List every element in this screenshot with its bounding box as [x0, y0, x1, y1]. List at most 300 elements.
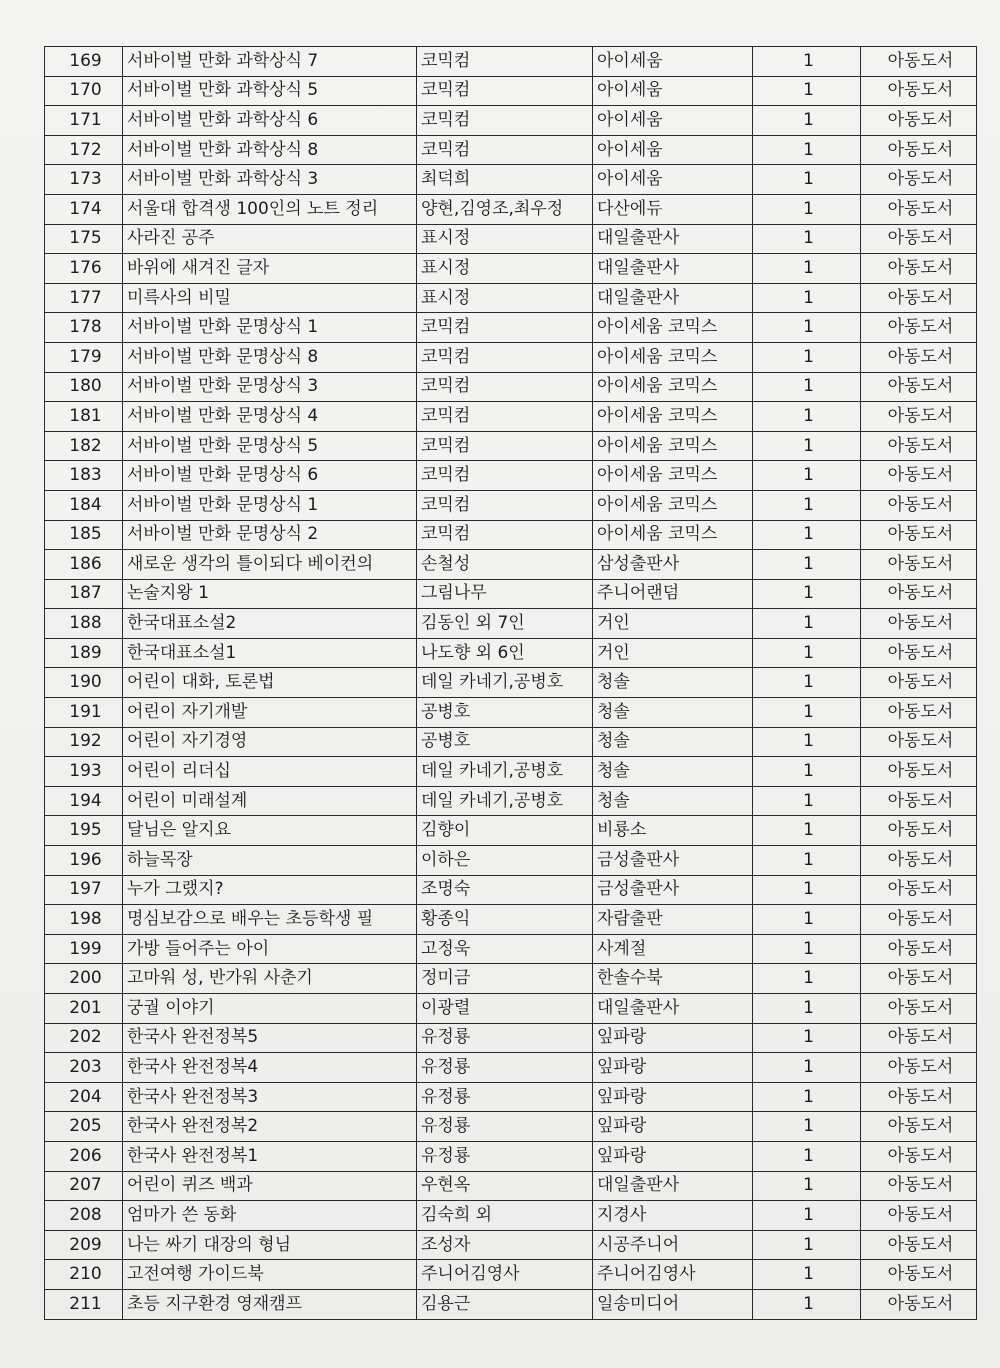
book-title: 가방 들어주는 아이 [123, 934, 417, 964]
table-row [45, 609, 977, 639]
book-quantity: 1 [753, 342, 861, 372]
book-author: 코믹컴 [417, 47, 593, 77]
book-author: 코믹컴 [417, 490, 593, 520]
book-quantity: 1 [753, 934, 861, 964]
table-row [45, 668, 977, 698]
book-author: 데일 카네기,공병호 [417, 786, 593, 816]
book-title: 누가 그랬지? [123, 875, 417, 905]
row-number: 179 [45, 342, 123, 372]
book-quantity: 1 [753, 1230, 861, 1260]
row-number: 205 [45, 1112, 123, 1142]
book-quantity: 1 [753, 994, 861, 1024]
book-publisher: 금성출판사 [593, 846, 753, 876]
table-row [45, 1053, 977, 1083]
book-publisher: 아이세움 [593, 165, 753, 195]
book-category: 아동도서 [861, 194, 977, 224]
book-author: 코믹컴 [417, 76, 593, 106]
book-category: 아동도서 [861, 875, 977, 905]
table-row [45, 1230, 977, 1260]
book-publisher: 사계절 [593, 934, 753, 964]
book-quantity: 1 [753, 165, 861, 195]
book-quantity: 1 [753, 224, 861, 254]
table-row [45, 816, 977, 846]
book-category: 아동도서 [861, 431, 977, 461]
book-publisher: 대일출판사 [593, 994, 753, 1024]
book-author: 코믹컴 [417, 313, 593, 343]
row-number: 174 [45, 194, 123, 224]
book-publisher: 청솔 [593, 698, 753, 728]
book-title: 한국대표소설2 [123, 609, 417, 639]
book-publisher: 잎파랑 [593, 1053, 753, 1083]
row-number: 193 [45, 757, 123, 787]
book-author: 코믹컴 [417, 135, 593, 165]
book-publisher: 잎파랑 [593, 1023, 753, 1053]
book-category: 아동도서 [861, 283, 977, 313]
book-category: 아동도서 [861, 1201, 977, 1231]
table-row [45, 165, 977, 195]
book-title: 새로운 생각의 틀이되다 베이컨의 [123, 550, 417, 580]
book-author: 주니어김영사 [417, 1260, 593, 1290]
row-number: 207 [45, 1171, 123, 1201]
book-publisher: 대일출판사 [593, 254, 753, 284]
book-publisher: 아이세움 코믹스 [593, 372, 753, 402]
table-row [45, 994, 977, 1024]
book-author: 고정욱 [417, 934, 593, 964]
row-number: 197 [45, 875, 123, 905]
book-author: 조성자 [417, 1230, 593, 1260]
book-publisher: 대일출판사 [593, 224, 753, 254]
table-row [45, 490, 977, 520]
book-publisher: 잎파랑 [593, 1082, 753, 1112]
book-title: 엄마가 쓴 동화 [123, 1201, 417, 1231]
book-title: 서바이벌 만화 문명상식 6 [123, 461, 417, 491]
book-title: 고마워 성, 반가워 사춘기 [123, 964, 417, 994]
book-author: 데일 카네기,공병호 [417, 757, 593, 787]
table-row [45, 934, 977, 964]
book-category: 아동도서 [861, 1082, 977, 1112]
book-category: 아동도서 [861, 786, 977, 816]
book-quantity: 1 [753, 1260, 861, 1290]
book-publisher: 삼성출판사 [593, 550, 753, 580]
book-quantity: 1 [753, 520, 861, 550]
book-title: 서바이벌 만화 과학상식 3 [123, 165, 417, 195]
book-quantity: 1 [753, 283, 861, 313]
book-quantity: 1 [753, 1171, 861, 1201]
book-quantity: 1 [753, 1141, 861, 1171]
row-number: 170 [45, 76, 123, 106]
book-category: 아동도서 [861, 816, 977, 846]
book-publisher: 아이세움 [593, 106, 753, 136]
table-row [45, 342, 977, 372]
table-row [45, 372, 977, 402]
table-row [45, 579, 977, 609]
book-quantity: 1 [753, 816, 861, 846]
book-title: 서바이벌 만화 과학상식 5 [123, 76, 417, 106]
table-row [45, 402, 977, 432]
book-quantity: 1 [753, 254, 861, 284]
book-category: 아동도서 [861, 313, 977, 343]
book-title: 바위에 새겨진 글자 [123, 254, 417, 284]
book-author: 코믹컴 [417, 461, 593, 491]
book-quantity: 1 [753, 727, 861, 757]
book-category: 아동도서 [861, 727, 977, 757]
book-title: 한국사 완전정복1 [123, 1141, 417, 1171]
table-row [45, 106, 977, 136]
book-category: 아동도서 [861, 402, 977, 432]
book-author: 코믹컴 [417, 106, 593, 136]
book-author: 조명숙 [417, 875, 593, 905]
row-number: 203 [45, 1053, 123, 1083]
book-quantity: 1 [753, 313, 861, 343]
book-category: 아동도서 [861, 490, 977, 520]
book-title: 서바이벌 만화 문명상식 2 [123, 520, 417, 550]
book-publisher: 아이세움 코믹스 [593, 490, 753, 520]
book-category: 아동도서 [861, 372, 977, 402]
book-publisher: 아이세움 [593, 76, 753, 106]
row-number: 209 [45, 1230, 123, 1260]
book-publisher: 아이세움 코믹스 [593, 431, 753, 461]
book-publisher: 거인 [593, 638, 753, 668]
row-number: 200 [45, 964, 123, 994]
book-author: 유정룡 [417, 1053, 593, 1083]
book-category: 아동도서 [861, 1141, 977, 1171]
book-title: 서울대 합격생 100인의 노트 정리 [123, 194, 417, 224]
row-number: 211 [45, 1289, 123, 1319]
book-publisher: 주니어랜덤 [593, 579, 753, 609]
book-quantity: 1 [753, 550, 861, 580]
table-row [45, 461, 977, 491]
book-publisher: 대일출판사 [593, 1171, 753, 1201]
book-author: 공병호 [417, 698, 593, 728]
table-row [45, 964, 977, 994]
book-category: 아동도서 [861, 461, 977, 491]
row-number: 184 [45, 490, 123, 520]
book-category: 아동도서 [861, 757, 977, 787]
book-title: 사라진 공주 [123, 224, 417, 254]
book-title: 어린이 퀴즈 백과 [123, 1171, 417, 1201]
row-number: 199 [45, 934, 123, 964]
row-number: 173 [45, 165, 123, 195]
book-author: 황종익 [417, 905, 593, 935]
book-author: 유정룡 [417, 1112, 593, 1142]
table-row [45, 846, 977, 876]
book-title: 한국사 완전정복2 [123, 1112, 417, 1142]
book-quantity: 1 [753, 431, 861, 461]
book-author: 코믹컴 [417, 342, 593, 372]
book-quantity: 1 [753, 76, 861, 106]
book-quantity: 1 [753, 757, 861, 787]
table-row [45, 1171, 977, 1201]
book-title: 서바이벌 만화 문명상식 5 [123, 431, 417, 461]
book-quantity: 1 [753, 846, 861, 876]
book-title: 달님은 알지요 [123, 816, 417, 846]
book-quantity: 1 [753, 668, 861, 698]
book-publisher: 아이세움 코믹스 [593, 402, 753, 432]
book-quantity: 1 [753, 135, 861, 165]
row-number: 175 [45, 224, 123, 254]
book-quantity: 1 [753, 1112, 861, 1142]
book-quantity: 1 [753, 964, 861, 994]
book-publisher: 시공주니어 [593, 1230, 753, 1260]
book-quantity: 1 [753, 194, 861, 224]
book-category: 아동도서 [861, 1171, 977, 1201]
book-publisher: 아이세움 코믹스 [593, 313, 753, 343]
book-category: 아동도서 [861, 964, 977, 994]
table-row [45, 76, 977, 106]
book-category: 아동도서 [861, 47, 977, 77]
book-author: 표시정 [417, 224, 593, 254]
book-publisher: 아이세움 [593, 135, 753, 165]
book-quantity: 1 [753, 1053, 861, 1083]
book-category: 아동도서 [861, 254, 977, 284]
table-row [45, 194, 977, 224]
row-number: 202 [45, 1023, 123, 1053]
book-category: 아동도서 [861, 520, 977, 550]
book-quantity: 1 [753, 47, 861, 77]
book-author: 양현,김영조,최우정 [417, 194, 593, 224]
book-title: 서바이벌 만화 과학상식 7 [123, 47, 417, 77]
table-row [45, 638, 977, 668]
table-row [45, 520, 977, 550]
book-quantity: 1 [753, 638, 861, 668]
book-title: 초등 지구환경 영재캠프 [123, 1289, 417, 1319]
book-publisher: 대일출판사 [593, 283, 753, 313]
book-author: 이하은 [417, 846, 593, 876]
row-number: 189 [45, 638, 123, 668]
book-category: 아동도서 [861, 550, 977, 580]
row-number: 201 [45, 994, 123, 1024]
book-category: 아동도서 [861, 638, 977, 668]
row-number: 182 [45, 431, 123, 461]
table-row [45, 1023, 977, 1053]
table-row [45, 224, 977, 254]
table-row [45, 727, 977, 757]
book-author: 손철성 [417, 550, 593, 580]
table-row [45, 135, 977, 165]
book-publisher: 금성출판사 [593, 875, 753, 905]
table-row [45, 1289, 977, 1319]
book-title: 한국사 완전정복3 [123, 1082, 417, 1112]
book-publisher: 아이세움 코믹스 [593, 520, 753, 550]
book-publisher: 아이세움 코믹스 [593, 342, 753, 372]
book-title: 하늘목장 [123, 846, 417, 876]
book-category: 아동도서 [861, 1112, 977, 1142]
book-category: 아동도서 [861, 1260, 977, 1290]
book-quantity: 1 [753, 372, 861, 402]
book-author: 이광렬 [417, 994, 593, 1024]
book-category: 아동도서 [861, 698, 977, 728]
table-row [45, 431, 977, 461]
row-number: 171 [45, 106, 123, 136]
book-title: 논술지왕 1 [123, 579, 417, 609]
book-publisher: 아이세움 [593, 47, 753, 77]
row-number: 181 [45, 402, 123, 432]
book-quantity: 1 [753, 786, 861, 816]
book-title: 서바이벌 만화 문명상식 8 [123, 342, 417, 372]
book-quantity: 1 [753, 609, 861, 639]
book-publisher: 한솔수북 [593, 964, 753, 994]
book-category: 아동도서 [861, 905, 977, 935]
table-row [45, 1082, 977, 1112]
book-category: 아동도서 [861, 609, 977, 639]
table-row [45, 875, 977, 905]
book-category: 아동도서 [861, 224, 977, 254]
book-list-body [45, 47, 977, 1320]
book-publisher: 일송미디어 [593, 1289, 753, 1319]
book-title: 서바이벌 만화 문명상식 1 [123, 490, 417, 520]
table-row [45, 1112, 977, 1142]
book-author: 유정룡 [417, 1141, 593, 1171]
book-category: 아동도서 [861, 135, 977, 165]
book-author: 코믹컴 [417, 402, 593, 432]
book-title: 서바이벌 만화 문명상식 4 [123, 402, 417, 432]
book-quantity: 1 [753, 698, 861, 728]
book-title: 고전여행 가이드북 [123, 1260, 417, 1290]
book-title: 어린이 대화, 토론법 [123, 668, 417, 698]
book-quantity: 1 [753, 579, 861, 609]
row-number: 194 [45, 786, 123, 816]
book-author: 나도향 외 6인 [417, 638, 593, 668]
book-title: 명심보감으로 배우는 초등학생 필 [123, 905, 417, 935]
book-title: 어린이 리더십 [123, 757, 417, 787]
row-number: 206 [45, 1141, 123, 1171]
table-row [45, 47, 977, 77]
book-quantity: 1 [753, 905, 861, 935]
book-author: 김숙희 외 [417, 1201, 593, 1231]
book-title: 어린이 미래설계 [123, 786, 417, 816]
book-category: 아동도서 [861, 76, 977, 106]
row-number: 180 [45, 372, 123, 402]
book-title: 서바이벌 만화 문명상식 1 [123, 313, 417, 343]
book-category: 아동도서 [861, 106, 977, 136]
book-author: 그림나무 [417, 579, 593, 609]
row-number: 188 [45, 609, 123, 639]
book-category: 아동도서 [861, 1230, 977, 1260]
book-quantity: 1 [753, 402, 861, 432]
row-number: 198 [45, 905, 123, 935]
row-number: 176 [45, 254, 123, 284]
book-category: 아동도서 [861, 1289, 977, 1319]
book-author: 코믹컴 [417, 372, 593, 402]
book-author: 데일 카네기,공병호 [417, 668, 593, 698]
book-category: 아동도서 [861, 1023, 977, 1053]
book-title: 어린이 자기개발 [123, 698, 417, 728]
book-quantity: 1 [753, 1201, 861, 1231]
book-title: 서바이벌 만화 과학상식 6 [123, 106, 417, 136]
book-title: 서바이벌 만화 문명상식 3 [123, 372, 417, 402]
row-number: 187 [45, 579, 123, 609]
book-publisher: 자람출판 [593, 905, 753, 935]
book-publisher: 다산에듀 [593, 194, 753, 224]
book-publisher: 주니어김영사 [593, 1260, 753, 1290]
book-quantity: 1 [753, 490, 861, 520]
book-quantity: 1 [753, 875, 861, 905]
row-number: 190 [45, 668, 123, 698]
book-publisher: 청솔 [593, 757, 753, 787]
row-number: 186 [45, 550, 123, 580]
book-category: 아동도서 [861, 934, 977, 964]
table-row [45, 1260, 977, 1290]
book-author: 표시정 [417, 283, 593, 313]
book-author: 코믹컴 [417, 431, 593, 461]
book-publisher: 지경사 [593, 1201, 753, 1231]
table-row [45, 254, 977, 284]
book-quantity: 1 [753, 1289, 861, 1319]
row-number: 191 [45, 698, 123, 728]
book-title: 나는 싸기 대장의 형님 [123, 1230, 417, 1260]
book-title: 궁궐 이야기 [123, 994, 417, 1024]
row-number: 208 [45, 1201, 123, 1231]
book-title: 한국대표소설1 [123, 638, 417, 668]
table-row [45, 1141, 977, 1171]
book-author: 김동인 외 7인 [417, 609, 593, 639]
book-author: 유정룡 [417, 1023, 593, 1053]
table-row [45, 757, 977, 787]
row-number: 177 [45, 283, 123, 313]
book-author: 김용근 [417, 1289, 593, 1319]
row-number: 183 [45, 461, 123, 491]
book-category: 아동도서 [861, 846, 977, 876]
book-list-table [44, 46, 977, 1320]
book-category: 아동도서 [861, 994, 977, 1024]
table-row [45, 905, 977, 935]
book-author: 정미금 [417, 964, 593, 994]
table-row [45, 313, 977, 343]
book-title: 한국사 완전정복4 [123, 1053, 417, 1083]
book-quantity: 1 [753, 461, 861, 491]
table-row [45, 550, 977, 580]
book-author: 표시정 [417, 254, 593, 284]
book-publisher: 잎파랑 [593, 1112, 753, 1142]
book-publisher: 아이세움 코믹스 [593, 461, 753, 491]
book-publisher: 잎파랑 [593, 1141, 753, 1171]
row-number: 178 [45, 313, 123, 343]
row-number: 192 [45, 727, 123, 757]
book-author: 우현옥 [417, 1171, 593, 1201]
table-row [45, 1201, 977, 1231]
book-quantity: 1 [753, 1082, 861, 1112]
row-number: 195 [45, 816, 123, 846]
book-category: 아동도서 [861, 668, 977, 698]
book-quantity: 1 [753, 106, 861, 136]
book-title: 서바이벌 만화 과학상식 8 [123, 135, 417, 165]
book-publisher: 거인 [593, 609, 753, 639]
book-author: 김향이 [417, 816, 593, 846]
table-row [45, 283, 977, 313]
row-number: 204 [45, 1082, 123, 1112]
book-category: 아동도서 [861, 165, 977, 195]
book-category: 아동도서 [861, 579, 977, 609]
row-number: 172 [45, 135, 123, 165]
row-number: 185 [45, 520, 123, 550]
table-row [45, 698, 977, 728]
book-author: 코믹컴 [417, 520, 593, 550]
book-title: 미륵사의 비밀 [123, 283, 417, 313]
book-category: 아동도서 [861, 1053, 977, 1083]
book-author: 유정룡 [417, 1082, 593, 1112]
table-row [45, 786, 977, 816]
row-number: 169 [45, 47, 123, 77]
book-author: 최덕희 [417, 165, 593, 195]
book-category: 아동도서 [861, 342, 977, 372]
row-number: 196 [45, 846, 123, 876]
book-author: 공병호 [417, 727, 593, 757]
book-publisher: 청솔 [593, 786, 753, 816]
book-title: 어린이 자기경영 [123, 727, 417, 757]
book-title: 한국사 완전정복5 [123, 1023, 417, 1053]
book-publisher: 청솔 [593, 727, 753, 757]
book-quantity: 1 [753, 1023, 861, 1053]
